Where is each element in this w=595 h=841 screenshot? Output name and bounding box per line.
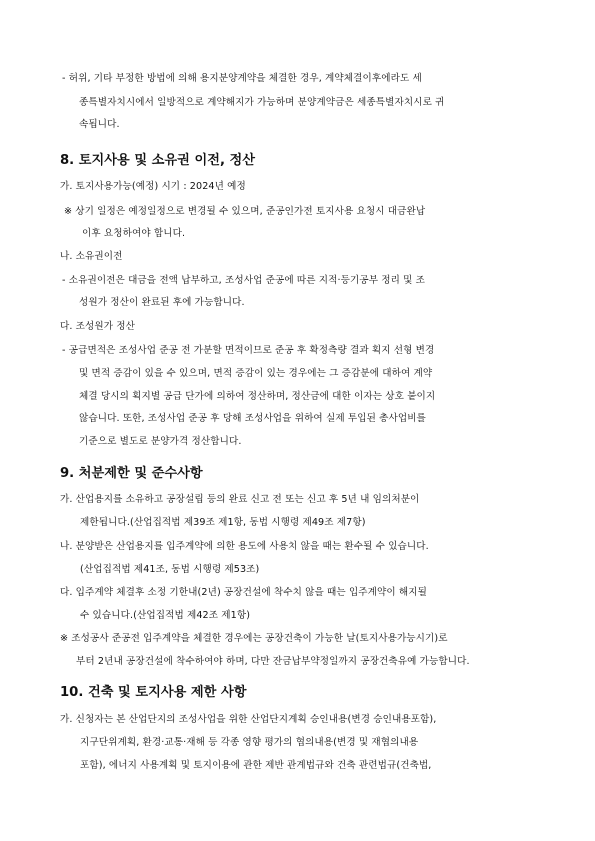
section-9-heading: 9. 처분제한 및 준수사항 — [60, 466, 203, 481]
sec8-b-line-2: 성원가 정산이 완료된 후에 가능합니다. — [79, 297, 245, 308]
sec9-b-line-1: 나. 분양받은 산업용지를 입주계약에 의한 용도에 사용치 않을 때는 환수될 수 있습니다. — [60, 541, 429, 552]
sec10-a-line-2: 지구단위계획, 환경·교통·재해 등 각종 영향 평가의 협의내용(변경 및 재협의내용 — [80, 737, 419, 748]
sec8-c-line-4: 않습니다. 또한, 조성사업 준공 후 당해 조성사업을 위하여 실제 투입된 총사업비를 — [79, 413, 426, 424]
sec9-c-line-1: 다. 입주계약 체결후 소정 기한내(2년) 공장건설에 착수치 않을 때는 입주계약이 해지될 — [60, 587, 428, 598]
sec9-note-line-1: ※ 조성공사 준공전 입주계약을 체결한 경우에는 공장건축이 가능한 날(토지사용가능시기)로 — [60, 633, 448, 644]
sec8-c-line-3: 체결 당시의 획지별 공급 단가에 의하여 정산하며, 정산금에 대한 이자는 상호 붙이지 — [79, 391, 436, 402]
section-8-heading: 8. 토지사용 및 소유권 이전, 정산 — [60, 153, 256, 168]
sec8-c-line-1: - 공급면적은 조성사업 준공 전 가분할 면적이므로 준공 후 확정측량 결과 획지 선형 변경 — [62, 345, 435, 356]
sec8-item-a: 가. 토지사용가능(예정) 시기 : 2024년 예정 — [60, 181, 246, 192]
section-10-heading: 10. 건축 및 토지사용 제한 사항 — [60, 685, 247, 700]
intro-line-2: 종특별자치시에서 일방적으로 계약해지가 가능하며 분양계약금은 세종특별자치시로 귀 — [79, 97, 445, 108]
sec9-a-line-2: 제한됩니다.(산업집적법 제39조 제1항, 동법 시행령 제49조 제7항) — [80, 517, 366, 528]
intro-line-1: - 허위, 기타 부정한 방법에 의해 용지분양계약을 체결한 경우, 계약체결이후에라도 세 — [62, 73, 422, 84]
sec8-b-line-1: - 소유권이전은 대금을 전액 납부하고, 조성사업 준공에 따른 지적·등기공부 정리 및 조 — [62, 275, 426, 286]
sec8-item-b: 나. 소유권이전 — [60, 251, 123, 262]
sec10-a-line-1: 가. 신청자는 본 산업단지의 조성사업을 위한 산업단지계획 승인내용(변경 승인내용포함), — [60, 714, 437, 725]
intro-line-3: 속됩니다. — [79, 119, 120, 130]
sec9-c-line-2: 수 있습니다.(산업집적법 제42조 제1항) — [80, 610, 251, 621]
sec8-c-line-5: 기준으로 별도로 분양가격 정산합니다. — [79, 436, 242, 447]
sec10-a-line-3: 포함), 에너지 사용계획 및 토지이용에 관한 제반 관계법규와 건축 관련법규(건축법, — [80, 760, 432, 771]
sec8-note-line-1: ※ 상기 일정은 예정일정으로 변경될 수 있으며, 준공인가전 토지사용 요청시 대금완납 — [64, 206, 426, 217]
sec9-note-line-2: 부터 2년내 공장건설에 착수하여야 하며, 다만 잔금납부약정일까지 공장건축유예 가능합니다. — [76, 656, 470, 667]
sec9-a-line-1: 가. 산업용지를 소유하고 공장설립 등의 완료 신고 전 또는 신고 후 5년 내 임의처분이 — [60, 494, 420, 505]
sec8-note-line-2: 이후 요청하여야 합니다. — [82, 228, 186, 239]
sec8-item-c: 다. 조성원가 정산 — [60, 321, 136, 332]
sec9-b-line-2: (산업집적법 제41조, 동법 시행령 제53조) — [80, 564, 260, 575]
sec8-c-line-2: 및 면적 증감이 있을 수 있으며, 면적 증감이 있는 경우에는 그 증감분에 대하여 계약 — [79, 368, 433, 379]
